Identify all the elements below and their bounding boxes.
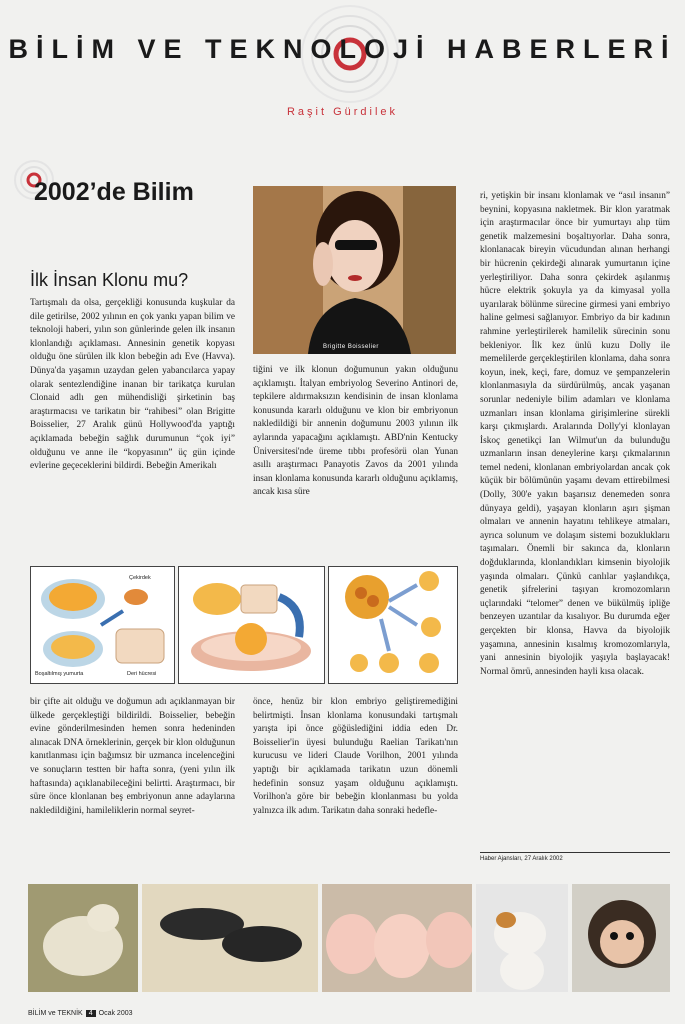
masthead — [0, 28, 685, 78]
photo-kitten — [476, 884, 568, 992]
author-name: Raşit Gürdilek — [286, 106, 399, 118]
piglets-illustration — [322, 884, 472, 992]
magazine-name: BİLİM ve TEKNİK — [28, 1010, 83, 1017]
monkey-illustration — [572, 884, 670, 992]
photo-kids — [142, 884, 318, 992]
goat-kids-illustration — [142, 884, 318, 992]
label-egg: Boşaltılmış yumurta — [35, 671, 84, 677]
article-paragraph: önce, henüz bir klon embriyo geliştiremediğini belirtmişti. İnsan klonlama konusundaki tartışmalı yarışta ipi önce göğüslediğini iddia eden Dr. Boisselier'in üyesi bulunduğu Raelian Tarikatı'nın kurucusu ve lideri Claude Vorilhon, 2001 yılında yaptığı bir açıklamada tarikatın uzun dönemli hedefinin sonsuz yaşam olduğunu açıklamıştı. Vorilhon'a göre bir bebeğin klonlanması bu yolda yalnızca ilk adım. Tarikatın daha sonraki hedefle- — [253, 697, 458, 816]
article-column-1-top — [30, 297, 235, 555]
kitten-illustration — [476, 884, 568, 992]
photo-piglets — [322, 884, 472, 992]
label-nucleus: Çekirdek — [129, 575, 151, 581]
photo-sheep — [28, 884, 138, 992]
article-column-2-top — [253, 364, 458, 556]
photo-monkey — [572, 884, 670, 992]
article-paragraph: tiğini ve ilk klonun doğumunun yakın olduğunu açıklamıştı. İtalyan embriyolog Severino Antinori de, tepkilere aldırmaksızın kendisinin de insan klonlama konusunda kararlı olduğunu ve klon bir embriyonun nakledildiği bir annenin doğumunu 2003 yılının ilk aylarında yapacağını açıklamıştı. ABD'nin Kentucky Üniversitesi'nde üreme tıbbı profesörü olan Yunan asıllı araştırmacı Panayotis Zavos da 2001 yılında insan klonlama konusunda kararlı olduğunu açıklamış, ancak kısa süre — [253, 365, 458, 498]
portrait-illustration — [253, 186, 456, 354]
cloning-diagram-step-1 — [30, 566, 175, 684]
source-credit: Haber Ajansları, 27 Aralık 2002 — [480, 856, 563, 862]
page-footer — [28, 1010, 133, 1017]
sheep-illustration — [28, 884, 138, 992]
issue-date: Ocak 2003 — [98, 1010, 133, 1017]
article-paragraph: bir çifte ait olduğu ve doğumun adı açıklanmayan bir ülkede gerçekleştiği bildirildi. Boisselier, bebeğin evine gönderilmesinden hemen sonra hedeninden alınacak DNA örneklerinin, gerçek bir klon olduğunun kanıtlanması için bağımsız bir uzmanca incelenceğini ve sonuçların testten bir hafta sonra, (yeni yılın ilk haftasında) açıklanabileceğini belirtti. Araştırmacı, bir süre önce klonlanan beş embriyonun anne adaylarına nakledildiğini, hamileliklerin normal seyret- — [30, 697, 235, 816]
article-column-1-bottom — [30, 696, 235, 870]
article-column-3 — [480, 190, 670, 845]
section-title: 2002’de Bilim — [34, 178, 194, 206]
cloning-diagram-step-2 — [178, 566, 325, 684]
article-paragraph: ri, yetişkin bir insanı klonlamak ve “asıl insanın” beynini, kopyasına nakletmek. Bir klon yaratmak için araştırmacılar önce bir yumurtayı alıp tüm genetik malzemesini boşaltıyorlar. Daha sonra, klonlanacak bireyin vücudundan alınan herhangi bir hücrenin çekirdeği alınarak yumurtanın içine yerleştiriliyor. Daha sonra çekirdek aşılanmış hücre elektrik şokuyla ya da kimyasal yolla uyarılarak bölünme sürecine girmesi yani embriyo haline gelmesi sağlanıyor. Embriyo da bir kadının rahmine yerleştirilerek hamilelik sürecinin sonu bekleniyor. İlk kez ünlü kuzu Dolly ile memelilerde gerçekleştirilen klonlama, daha sonra koyun, inek, keçi, fare, domuz ve şempanzelerin klonlanmasıyla da sürdürülmüş, ancak yaşanan sorunlar nedeniyle bilim adamları ve klonlama uzmanları insan klonlama girişimlerine sürekli karşı çıkmışlardı. Aralarında Dolly'yi klonlayan İskoç genetikçi Ian Wilmut'un da bulunduğu uzmanların insan deneylerine karşı çıkmalarının temel nedeni, klonlanan embriyolardan ancak çok küçük bir bölümünün yaşamı devam ettirebilmesi (Dolly, 300'e yakın başarısız denemeden sonra dünyaya geldi), yaşayan klonların aşırı şişman olmaları ve annenin hayatını tehlikeye atmaları, ayrıca solunum ve dolaşım sistemi bozukluklarıı taşımaları. Önemli bir sakınca da, klonların doğduklarında, klonlandıkları kimsenin biyolojik yaşında olmaları. Çünkü canlılar yaşlandıkça, genetik şifrelerini taşıyan kromozomların uçlarındaki “telomer” denen ve bükülmüş ipliğe benzeyen uzantılar da kısalıyor. Bu durumda eğer gerçekten bir klonsa, Havva da biyolojik yaşamına, annesinin kısalmış kromozomlarıyla, yani annesinin biyolojik yaşıyla başlayacak! Normal ömrü, annesinden hayli kısa olacak. — [480, 191, 670, 677]
source-divider — [480, 852, 670, 853]
embryo-division-illustration — [329, 567, 457, 683]
masthead-title: BİLİM VE TEKNOLOJİ HABERLERİ — [8, 34, 677, 64]
egg-cell-illustration — [31, 567, 174, 683]
article-column-2-bottom — [253, 696, 458, 870]
article-paragraph: Tartışmalı da olsa, gerçekliği konusunda kuşkular da dile getirilse, 2002 yılının en çok yankı yapan bilim ve teknoloji haberi, yılın son günlerinde gelen ilk insanın klonlandığı açıklaması. Annesinin genetik kopyası olduğu öne sürülen ilk klon bebeğin adı Eve (Havva). Dünya'da yaşamın uzaydan gelen yabancılarca yapay olarak sentezlendiğine inanan bir tarikatça kurulan Clonaid adlı gen mühendisliği şirketinin baş araştırmacısı ve tarikatın bir “rahibesi” olan Brigitte Boisselier, 27 Aralık günü Hollywood'da yaptığı açıklamada bebeğin sağlık durumunun “çok iyi” olduğunu ve anne ile “kopyasının” üç gün içinde evlerine geçeceklerini bildirdi. Bebeğin Amerikalı — [30, 298, 235, 472]
label-skin-cell: Deri hücresi — [127, 671, 157, 677]
article-subhead: İlk İnsan Klonu mu? — [30, 270, 189, 290]
portrait-photo — [253, 186, 456, 354]
cloning-diagram-step-3 — [328, 566, 458, 684]
nuclear-transfer-illustration — [179, 567, 324, 683]
photo-caption: Brigitte Boisselier — [323, 344, 379, 350]
page-number: 4 — [86, 1010, 96, 1017]
